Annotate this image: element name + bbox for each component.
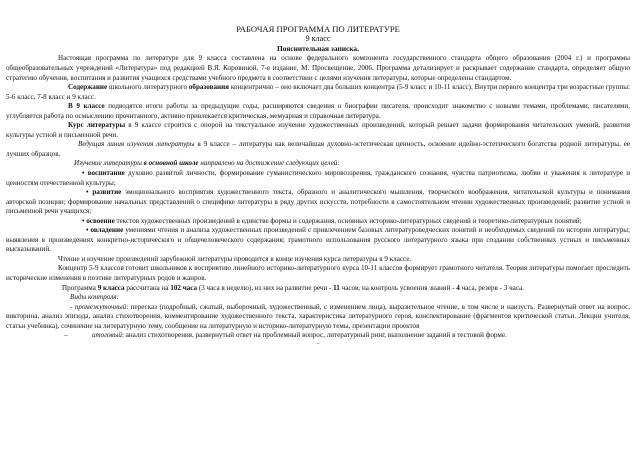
content-text-b: концентрично – оно включает два больших концентра (5-9 класс и 10-11 класс). Внутри первого концентра три возрастные группы: 5-6 класс, 7-8 класс и 9 класс. (6, 83, 630, 101)
goal-mastering-text: текстов художественных произведений в единстве формы и содержания, основных историко-литературных сведений и теоретико-литературных понятий; (114, 216, 582, 225)
content-bold: образования (188, 83, 229, 92)
paragraph-content (6, 83, 630, 102)
explanatory-note-heading: Пояснительная записка. (277, 44, 359, 54)
final-control-text (92, 331, 630, 341)
content-lead: Содержание (68, 83, 108, 92)
hours-text-a: Программа (62, 283, 98, 292)
goal-skills-text: умениями чтения и анализа художественных произведений с привлечением базовых литературоведческих понятий и необходимых сведений по истории литературы; выявления в произведениях конкретно-исторического и общечеловеческого содержания; грамотного использования русского литературного языка при создании собственных устных и письменных высказываний. (6, 226, 630, 254)
goal-development-bold: • развитие (86, 188, 122, 197)
leading-line-italic: Ведущая линия изучения литературы (78, 140, 195, 149)
final-italic: итоговый (92, 331, 122, 340)
goals-text: направлено на достижение следующих целей: (198, 159, 340, 168)
goal-bullet-development (6, 188, 630, 217)
paragraph-grade9 (6, 102, 630, 121)
paragraph-course (6, 121, 630, 140)
paragraph-foreign-lit: Чтение и изучение произведений зарубежной литературы проводится в конце изучения курса литературы в 9 классе. (58, 254, 412, 263)
hours-control: 4 (456, 283, 460, 292)
paragraph-final-control (6, 331, 630, 341)
paragraph-intro: Настоящая программа по литературе для 9 класса составлена на основе федерального компонента государственного стандарта общего образования (2004 г.) и программы общеобразовательных учреждений «Литература» под редакцией В.Я. Коровиной, 7-е издание, М. Просвещение, 2006. Программа детализирует и раскрывает содержание стандарта, определяет общую стратегию обучения, воспитания и развития учащихся средствами учебного предмета в соответствии с целями изучения литературы, которые определены стандартом. (6, 54, 630, 82)
intermediate-italic: - промежуточный (70, 302, 127, 311)
paragraph-concentre: Концентр 5-9 классов готовит школьников к восприятию линейного историко-литературного курса 10-11 классов формирует грамотного читателя. Теория литературы помогает проследить исторические изменения в поэтике литературных родов и жанров. (6, 264, 630, 282)
goal-development-text: эмоционального восприятия художественного текста, образного и аналитического мышления, творческого воображения, читательской культуры и понимания авторской позиции; формирование начальных представлений о специфике литературы в ряду других искусств, потребности в самостоятельном чтении художественных произведений; развитие устной и письменной речи учащихся; (6, 188, 630, 216)
goal-upbringing-text: духовно развитой личности, формирование гуманистического мировоззрения, гражданского сознания, чувства патриотизма, любви и уважения к литературе и ценностям отечественной культуры; (6, 168, 630, 187)
paragraph-hours (6, 284, 630, 294)
goal-bullet-skills (6, 226, 630, 255)
hours-speech: 11 (333, 283, 340, 292)
goal-upbringing-bold: • воспитание (82, 168, 125, 177)
grade9-text: подводятся итоги работы за предыдущие годы, расширяются сведения о биографии писателя, происходит знакомство с новыми темами, проблемами, писателями, углубляется работа по осмыслению прочитанного, активно привлекается критическая, мемуарная и справочная литература. (6, 102, 630, 120)
control-types-heading: Виды контроля: (70, 293, 119, 302)
final-dash: – (64, 331, 68, 340)
paragraph-intermediate-control (6, 303, 630, 332)
page-end-mark: – (316, 340, 320, 347)
goal-skills-bold: • овладение (86, 226, 124, 235)
document-title: РАБОЧАЯ ПРОГРАММА ПО ЛИТЕРАТУРЕ (236, 24, 400, 34)
course-bold: Курс литературы (68, 121, 126, 130)
hours-text-d: (3 часа в неделю), из них на развитие речи - (197, 283, 334, 292)
hours-text-e: часов, на контроль усвоения знаний - (339, 283, 457, 292)
paragraph-leading-line (6, 140, 630, 159)
hours-text-f: часа, резерв - 3 часа. (459, 283, 524, 292)
leading-line-text: в 9 классе – литература как величайшая духовно-эстетическая ценность, освоение идейно-эстетического богатства родной литературы, ее лучших образцов. (6, 140, 630, 158)
intermediate-text: : пересказ (подробный, сжатый, выборочный, художественный, с изменением лица), выразительное чтение, в том числе и наизусть. Развернутый ответ на вопрос, викторина, анализ эпизода, анализ стихотворения, комментирование художественного текста, характеристика литературного героя, конспектирование (фрагментов критической статьи. Лекции учителя, статьи учебника), сочинение на литературную тему, сообщение на литературную и историко-литературную темы, презентации проектов (6, 302, 630, 330)
goal-mastering-bold: • освоение (82, 216, 115, 225)
goal-bullet-upbringing (6, 169, 630, 188)
paragraph-goals-intro (6, 159, 630, 169)
goals-italic: Изучение литературы (74, 159, 142, 168)
course-text: в 9 классе строится с опорой на текстуальное изучение художественных произведений, который решает задачи формирования читательских умений, развития культуры устной и письменной речи. (6, 121, 631, 139)
grade9-bold: В 9 классе (68, 102, 105, 111)
final-text: : анализ стихотворения, развернутый ответ на проблемный вопрос, литературный ринг, выполнение заданий в тестовой форме. (121, 331, 507, 340)
grade-subtitle: 9 класс (305, 34, 331, 44)
content-text-a: школьного литературного (107, 83, 189, 92)
hours-total: 102 часа (170, 283, 198, 292)
goals-bold-italic: в основной школе (141, 159, 199, 168)
goal-bullet-mastering (6, 217, 630, 227)
hours-grade: 9 класса (97, 283, 125, 292)
hours-text-c: рассчитана на (124, 283, 171, 292)
